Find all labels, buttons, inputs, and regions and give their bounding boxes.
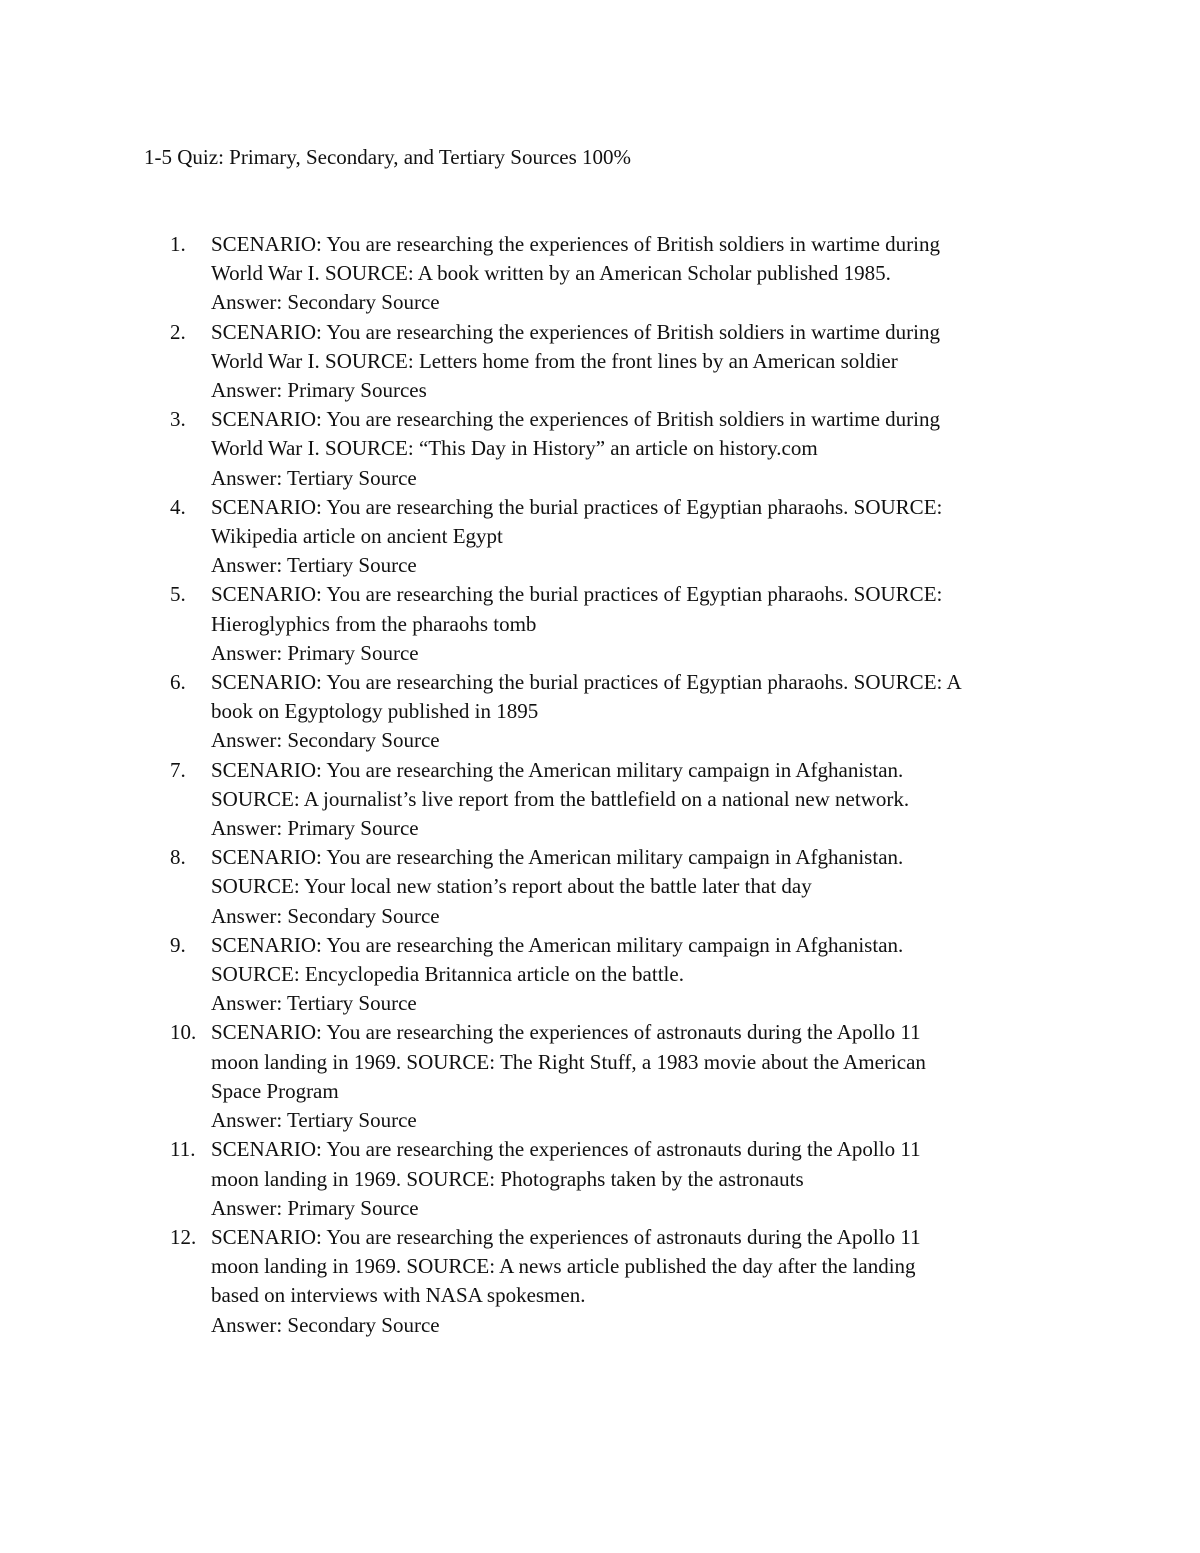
item-answer: Answer: Secondary Source	[211, 728, 440, 753]
item-answer: Answer: Primary Source	[211, 1195, 419, 1220]
document-title: 1-5 Quiz: Primary, Secondary, and Tertiary Sources 100%	[144, 145, 632, 169]
item-scenario-text: SCENARIO: You are researching the experiences of British soldiers in wartime during World War I. SOURCE: Letters home from the front lines by an American soldier	[211, 319, 941, 373]
item-number: 9.	[170, 932, 186, 957]
quiz-item	[170, 756, 1071, 844]
item-answer: Answer: Primary Source	[211, 816, 419, 841]
item-number: 2.	[170, 319, 186, 344]
item-number: 12.	[170, 1224, 197, 1249]
quiz-item	[170, 580, 1071, 668]
quiz-item	[170, 843, 1071, 931]
item-scenario-text: SCENARIO: You are researching the experiences of astronauts during the Apollo 11 moon landing in 1969. SOURCE: The Right Stuff, a 1983 movie about the American Space Program	[211, 1020, 926, 1103]
item-number: 3.	[170, 407, 186, 432]
item-number: 4.	[170, 494, 186, 519]
quiz-question-list	[170, 230, 1071, 1340]
item-answer: Answer: Primary Source	[211, 640, 419, 665]
item-answer: Answer: Secondary Source	[211, 903, 440, 928]
item-scenario-text: SCENARIO: You are researching the American military campaign in Afghanistan. SOURCE: Your local new station’s report about the battle later that day	[211, 845, 904, 899]
quiz-item	[170, 1018, 1071, 1135]
quiz-item	[170, 230, 1071, 318]
item-scenario-text: SCENARIO: You are researching the burial practices of Egyptian pharaohs. SOURCE: Hieroglyphics from the pharaohs tomb	[211, 582, 943, 636]
item-answer: Answer: Secondary Source	[211, 290, 440, 315]
item-scenario-text: SCENARIO: You are researching the experiences of astronauts during the Apollo 11 moon landing in 1969. SOURCE: Photographs taken by the astronauts	[211, 1137, 921, 1191]
quiz-item	[170, 668, 1071, 756]
item-scenario-text: SCENARIO: You are researching the experiences of British soldiers in wartime during World War I. SOURCE: “This Day in History” an article on history.com	[211, 407, 941, 461]
quiz-item	[170, 931, 1071, 1019]
item-scenario-text: SCENARIO: You are researching the experiences of British soldiers in wartime during World War I. SOURCE: A book written by an American Scholar published 1985.	[211, 232, 941, 286]
item-answer: Answer: Secondary Source	[211, 1312, 440, 1337]
quiz-item	[170, 318, 1071, 406]
item-scenario-text: SCENARIO: You are researching the American military campaign in Afghanistan. SOURCE: Encyclopedia Britannica article on the battle.	[211, 932, 904, 987]
item-number: 10.	[170, 1020, 197, 1045]
item-answer: Answer: Tertiary Source	[211, 1108, 417, 1133]
item-number: 1.	[170, 232, 186, 256]
item-number: 7.	[170, 757, 186, 782]
item-number: 11.	[170, 1137, 196, 1162]
quiz-item	[170, 1223, 1071, 1340]
item-number: 8.	[170, 845, 186, 870]
item-scenario-text: SCENARIO: You are researching the burial practices of Egyptian pharaohs. SOURCE: A book on Egyptology published in 1895	[211, 670, 962, 724]
item-answer: Answer: Tertiary Source	[211, 991, 417, 1016]
item-number: 5.	[170, 582, 186, 607]
item-answer: Answer: Primary Sources	[211, 378, 427, 403]
item-number: 6.	[170, 670, 186, 695]
item-scenario-text: SCENARIO: You are researching the American military campaign in Afghanistan. SOURCE: A journalist’s live report from the battlefield on a national new network.	[211, 757, 910, 811]
item-answer: Answer: Tertiary Source	[211, 465, 417, 490]
item-scenario-text: SCENARIO: You are researching the burial practices of Egyptian pharaohs. SOURCE: Wikipedia article on ancient Egypt	[211, 494, 943, 549]
item-scenario-text: SCENARIO: You are researching the experiences of astronauts during the Apollo 11 moon landing in 1969. SOURCE: A news article published the day after the landing based on interviews with NASA spokesmen.	[211, 1224, 921, 1308]
quiz-item	[170, 493, 1071, 581]
item-answer: Answer: Tertiary Source	[211, 553, 417, 578]
quiz-item	[170, 405, 1071, 493]
quiz-item	[170, 1135, 1071, 1223]
